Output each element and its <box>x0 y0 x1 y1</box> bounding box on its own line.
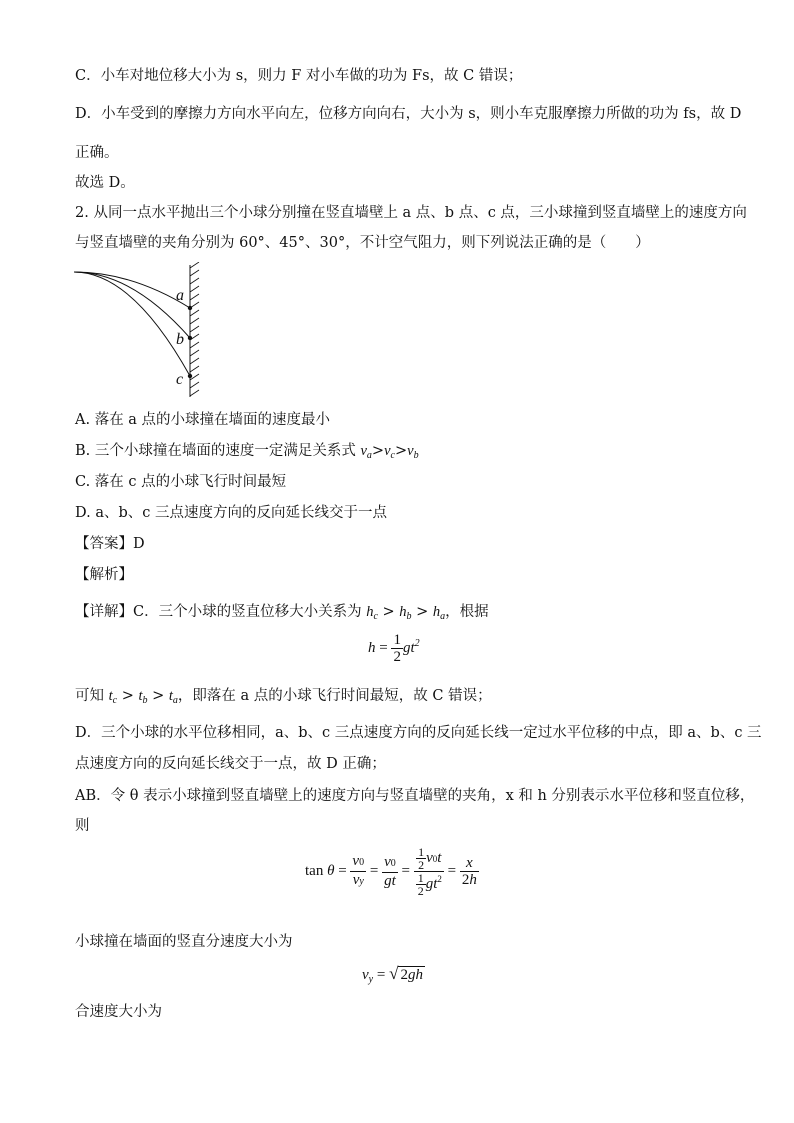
label-c: c <box>176 371 184 388</box>
label-a: a <box>176 287 184 304</box>
analysis-tag: 【解析】 <box>75 567 133 583</box>
text-line: C．小车对地位移大小为 s，则力 F 对小车做的功为 Fs，故 C 错误； <box>75 68 523 84</box>
option-a: A. 落在 a 点的小球撞在墙面的速度最小 <box>75 412 331 428</box>
ab-explanation: AB．令 θ 表示小球撞到竖直墙壁上的速度方向与竖直墙壁的夹角，x 和 h 分别表示水平位移和竖直位移， <box>75 788 755 804</box>
vy-label: 小球撞在墙面的竖直分速度大小为 <box>75 934 293 950</box>
question-stem: 2. 从同一点水平抛出三个小球分别撞在竖直墙壁上 a 点、b 点、c 点，三小球撞到竖直墙壁上的速度方向 <box>75 205 747 221</box>
point-c <box>188 374 192 378</box>
option-b: B. 三个小球撞在墙面的速度一定满足关系式 $v_a>v_c>v_b$ <box>75 443 419 461</box>
text-line: D．小车受到的摩擦力方向水平向左，位移方向向右，大小为 s，则小车克服摩擦力所做的功为 fs，故 D <box>75 106 742 122</box>
know-text-post: ，即落在 a 点的小球飞行时间最短，故 C 错误； <box>177 688 492 704</box>
equation-h: h = $\frac{1}{2}$ $gt^2$ <box>368 632 420 665</box>
v-label: 合速度大小为 <box>75 1004 162 1020</box>
option-b-text: B. 三个小球撞在墙面的速度一定满足关系式 <box>75 443 361 459</box>
option-c: C. 落在 c 点的小球飞行时间最短 <box>75 474 287 490</box>
d-explanation: 点速度方向的反向延长线交于一点，故 D 正确； <box>75 756 386 772</box>
detail-line: 【详解】C．三个小球的竖直位移大小关系为 $h_c > h_b > h_a$，根据 <box>75 604 489 622</box>
detail-text: 【详解】C．三个小球的竖直位移大小关系为 <box>75 604 367 620</box>
projectile-figure <box>70 262 210 406</box>
text-line: 故选 D。 <box>75 175 135 191</box>
answer-tag: 【答案】D <box>75 536 145 552</box>
label-b: b <box>176 331 184 348</box>
trajectory-a <box>74 272 190 308</box>
trajectory-c <box>74 272 190 376</box>
equation-vy: $v_y$ = √ 2gh <box>362 964 423 985</box>
d-explanation: D．三个小球的水平位移相同，a、b、c 三点速度方向的反向延长线一定过水平位移的中点，即 a、b、c 三 <box>75 725 762 741</box>
question-stem: 与竖直墙壁的夹角分别为 60°、45°、30°，不计空气阻力，则下列说法正确的是（ ） <box>75 235 650 251</box>
know-text: 可知 <box>75 688 109 704</box>
point-a <box>188 306 192 310</box>
know-line: 可知 $t_c > t_b > t_a$，即落在 a 点的小球飞行时间最短，故 C 错误； <box>75 688 492 706</box>
detail-text-post: ，根据 <box>445 604 489 620</box>
text-line: 正确。 <box>75 145 119 161</box>
option-d: D. a、b、c 三点速度方向的反向延长线交于一点 <box>75 505 387 521</box>
equation-tan: tan θ = $\frac{v0}{vy}$ = $\frac{v0}{gt}$ = $\frac{1}{2}$ v0t $\frac{1}{2}$ $gt^2$ = $\frac{x}{2h}$ <box>305 845 477 899</box>
ab-explanation: 则 <box>75 818 90 834</box>
trajectory-b <box>74 272 190 338</box>
point-b <box>188 336 192 340</box>
